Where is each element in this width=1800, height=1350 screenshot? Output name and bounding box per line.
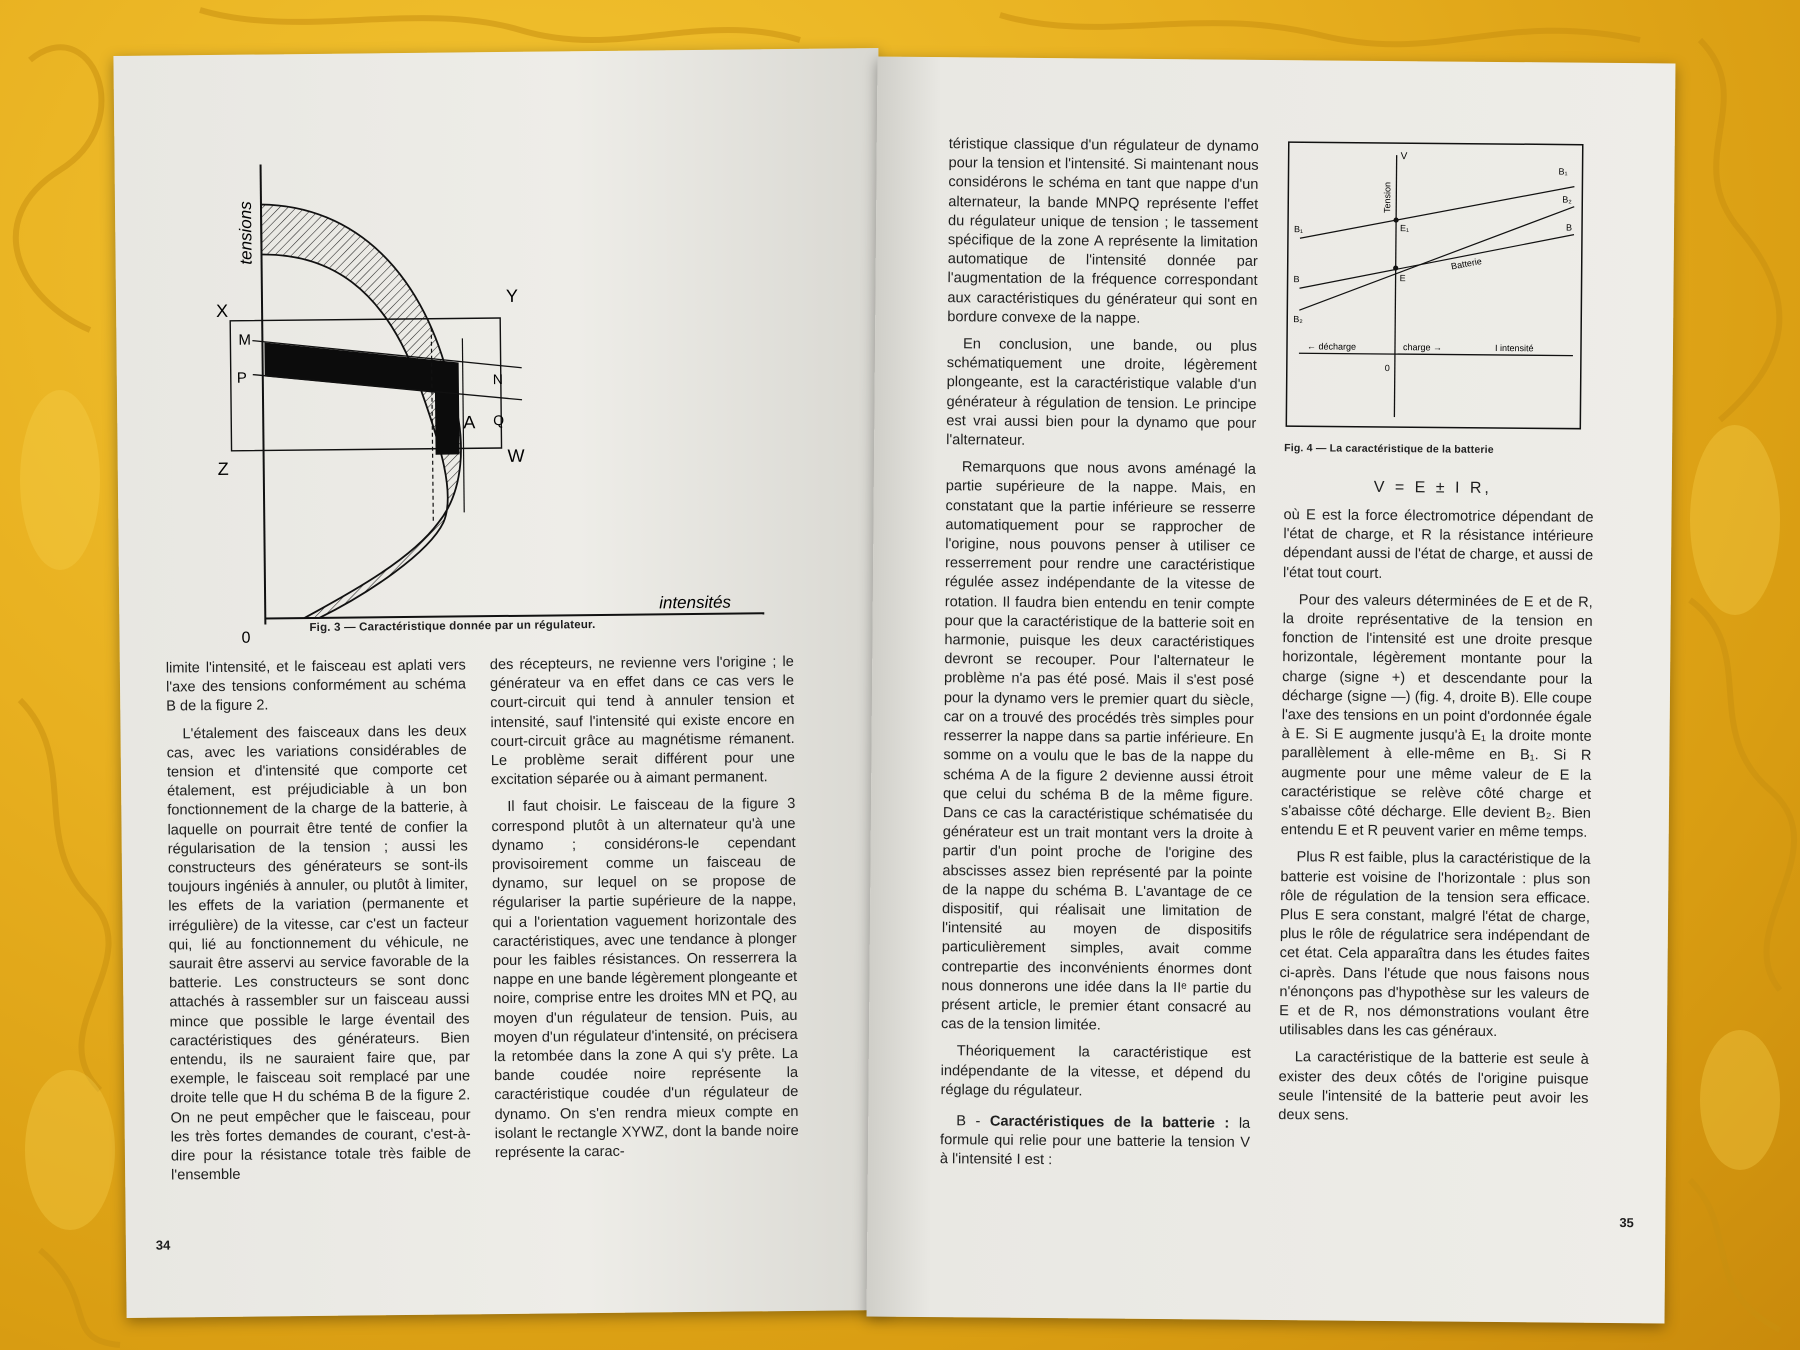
paragraph: En conclusion, une bande, ou plus schématiquement une droite, légèrement plongeante, est la caractéristique valable d'un générateur à régulation de tension. Le principe est vrai aussi bien pour la dynamo que pour l'alternateur. [946, 336, 1258, 449]
label-m: M [238, 331, 251, 349]
figure-3-caption: Fig. 3 — Caractéristique donnée par un régulateur. [309, 619, 596, 635]
left-page-column-1 [166, 656, 472, 1194]
label-b-left: B [1293, 274, 1300, 285]
right-page-column-1 [940, 135, 1259, 1180]
left-page-column-2 [490, 653, 799, 1171]
left-page [113, 48, 891, 1318]
paragraph: limite l'intensité, et le faisceau est aplati vers l'axe des tensions conformément au schéma B de la figure 2. [165, 657, 467, 715]
paragraph: Il faut choisir. Le faisceau de la figure 3 correspond plutôt à un alternateur qu'à une dynamo ; considérons-le cependant provisoirement comme un faisceau de dynamo, sur lequel on se propose de régulariser la partie supérieure de la nappe, qui a l'orientation vaguement horizontale des caractéristiques, avec une tendance à plonger pour les faibles résistances. On resserrera la nappe en une bande légèrement plongeante et noire, comprise entre les droites MN et PQ, au moyen d'un régulateur de tension. Puis, au moyen d'un régulateur d'intensité, on précisera la retombée dans la zone A qui s'y prête. La bande coudée noire représente la caractéristique coudée d'un régulateur de dynamo. On s'en rendra mieux compte en isolant le rectangle XYWZ, dont la bande noire représente la carac- [491, 796, 799, 1162]
label-intensite: I intensité [1494, 342, 1534, 354]
label-origin: 0 [1384, 362, 1390, 374]
paragraph: téristique classique d'un régulateur de dynamo pour la tension et l'intensité. Si maintenant nous considérons le schéma en tant que nappe d'un alternateur, la bande MNPQ représente l'effet du régulateur unique de tension ; le tassement spécifique de la zone A représente la limitation automatique de l'intensité donnée par l'augmentation de la fréquence correspondant aux caractéristiques du générateur qui sont en bordure convexe de la nappe. [947, 136, 1259, 327]
label-b2-left: B₂ [1293, 314, 1303, 325]
label-b1-right: B₁ [1558, 166, 1568, 177]
label-intensites: intensités [659, 592, 732, 613]
subsection-text: la formule qui relie pour une batterie la tension V à l'intensité I est : [939, 1115, 1251, 1169]
label-decharge: ← décharge [1306, 341, 1357, 352]
paragraph: La caractéristique de la batterie est seule à exister des deux côtés de l'origine puisque seule l'intensité de la batterie peut avoir les deux sens. [1278, 1049, 1589, 1124]
point-e [1393, 265, 1398, 270]
paragraph: L'étalement des faisceaux dans les deux cas, avec les variations considérables de tension et d'intensité que comporte cet étalement, est préjudiciable à un bon fonctionnement de la charge de la batterie, à laquelle on pourrait être tenté de confier la régularisation de la tension ; aussi les constructeurs des générateurs se sont-ils toujours ingéniés à annuler, ou plutôt à limiter, les effets de la variation (permanente et irrégulière) de la vitesse, car c'est un facteur qui, lié au fonctionnement du véhicule, ne saurait être asservi au service favorable de la batterie. Les constructeurs se sont donc attachés à rassembler sur un faisceau aussi mince que possible le large éventail des caractéristiques des générateurs. Bien entendu, ils ne sauraient faire que, par exemple, le faisceau soit remplacé par une droite telle que H du schéma B de la figure 2. On ne peut empêcher que le faisceau, pour les très fortes demandes de courant, c'est-à-dire pour la résistance totale très faible de l'ensemble [166, 722, 472, 1184]
figure-4-frame [1286, 142, 1582, 429]
subsection-title: Caractéristiques de la batterie : [989, 1113, 1230, 1132]
line-b1 [1300, 181, 1574, 240]
label-b-right: B [1566, 222, 1573, 233]
characteristic-sheaf [261, 202, 463, 618]
label-b1-left: B₁ [1293, 224, 1304, 235]
voltage-axis [1394, 155, 1396, 417]
label-tension: Tension [1382, 181, 1393, 214]
current-axis [1299, 353, 1573, 355]
right-page-column-2 [1278, 506, 1593, 1136]
line-b2 [1299, 204, 1574, 312]
right-page [867, 57, 1676, 1324]
figure-3-diagram [214, 139, 789, 665]
label-y: Y [505, 285, 519, 306]
paragraph: des récepteurs, ne revienne vers l'origine ; le générateur va en effet dans ce cas vers le court-circuit qui tend à annuler tension et intensité, sauf l'intensité qui existe encore en court-circuit grâce au magnétisme rémanent. Le problème serait différent pour une excitation séparée ou à aimant permanent. [489, 653, 795, 789]
label-tensions: tensions [235, 201, 256, 265]
page-number-right: 35 [1619, 1215, 1634, 1231]
label-q: Q [493, 411, 505, 429]
paragraph: Théoriquement la caractéristique est indépendante de la vitesse, et dépend du réglage du régulateur. [940, 1043, 1251, 1100]
line-b [1300, 232, 1574, 290]
label-x: X [215, 300, 229, 321]
label-n: N [492, 370, 504, 388]
subsection-prefix: B - [956, 1113, 990, 1130]
paragraph: Pour des valeurs déterminées de E et de R, la droite représentative de la tension en fonction de l'intensité est une droite presque horizontale, légèrement montante pour la charge (signe +) et descendante pour la décharge (signe —) (fig. 4, droite B). Elle coupe l'axe des tensions en un point d'ordonnée égale à E. Si E augmente jusqu'à E₁ la droite monte parallèlement à elle-même en B₁. Si R augmente pour une même valeur de E la caractéristique se relève côté charge et s'abaisse côté décharge. Elle devient B₂. Bien entendu E et R peuvent varier en même temps. [1280, 592, 1593, 842]
battery-formula: V = E ± I R, [1373, 478, 1492, 497]
subsection-battery [940, 1112, 1250, 1172]
label-v: V [1400, 151, 1408, 163]
label-e: E [1399, 273, 1406, 284]
point-e1 [1393, 217, 1398, 222]
paragraph: où E est la force électromotrice dépendant de l'état de charge, et R la résistance intérieure dépendant aussi de l'état de charge, et aussi de l'état tout court. [1282, 507, 1594, 582]
label-a: A [463, 412, 476, 433]
figure-4-caption: Fig. 4 — La caractéristique de la batterie [1284, 442, 1494, 456]
paragraph: Plus R est faible, plus la caractéristique de la batterie est voisine de l'horizontale : plus son rôle de régulation de la tension sera efficace. Plus E sera constant, malgré l'état de charge, plus le rôle de régulatrice sera indépendant de cet état. Cela apparaîtra dans les études faites ci-après. Dans l'étude que nous faisons nous n'énonçons pas d'hypothèse sur les valeurs de E et de R, nos démonstrations voulant être utilisables dans les cas généraux. [1278, 849, 1591, 1041]
page-number-left: 34 [155, 1237, 171, 1253]
label-z: Z [217, 458, 229, 479]
paragraph: Remarquons que nous avons aménagé la partie supérieure de la nappe. Mais, en constatant que la partie inférieure se resserre automatiquement pour se rapprocher de l'origine, nous pouvons penser à utiliser ce resserrement pour rendre une caractéristique régulée assez indépendante de la vitesse de rotation. Il faudra bien entendu en tenir compte pour que la caractéristique de la batterie soit en harmonie, puisque les deux caractéristiques devront se recouper. Pour l'alternateur le problème n'a pas été posé. Mais il s'est posé pour la dynamo vers le premier quart du siècle, car on a trouvé des procédés très simples pour resserrer la nappe dans sa partie inférieure. En somme on a voulu que le bas de la nappe du schéma A de la figure 2 devienne aussi étroit que celui du schéma B de la même figure. Dans ce cas la caractéristique schématisée du générateur est un trait montant vers la droite à partir d'un point proche de l'origine des abscisses assez bien représenté par la pointe de la nappe du schéma B. L'avantage de ce dispositif, qui réalisait une limitation de l'intensité au moyen de dispositifs particulièrement simples, avait comme contrepartie des inconvénients énormes dont nous donnerons une idée dans la IIᵉ partie du présent article, le premier étant consacré au cas de la tension limitée. [941, 459, 1256, 1034]
horizontal-axis [265, 613, 764, 618]
label-origin: 0 [241, 629, 251, 647]
label-b2-right: B₂ [1562, 194, 1572, 205]
label-batterie: Batterie [1450, 256, 1483, 272]
label-e1: E₁ [1399, 223, 1410, 234]
label-w: W [507, 445, 525, 466]
label-charge: charge → [1402, 342, 1443, 353]
figure-4-diagram [1284, 140, 1587, 433]
label-p: P [236, 369, 247, 387]
